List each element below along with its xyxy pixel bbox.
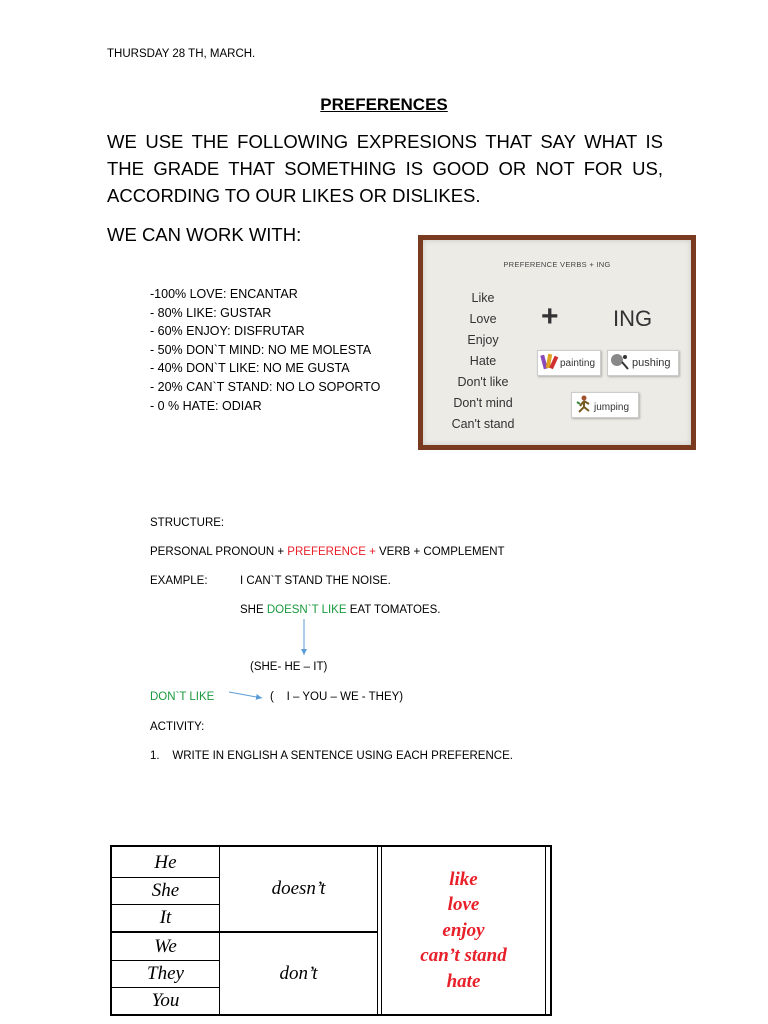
pronoun-cell: You	[151, 989, 180, 1011]
picture-verb: Like	[471, 291, 495, 305]
example-label: EXAMPLE:	[150, 575, 208, 587]
work-with-heading: WE CAN WORK WITH:	[107, 224, 302, 245]
pronoun-cell: They	[147, 962, 184, 984]
pronouns-plural: ( I – YOU – WE - THEY)	[270, 691, 404, 703]
preference-item: - 60% ENJOY: DISFRUTAR	[150, 324, 305, 339]
dont-like-label: DON`T LIKE	[150, 691, 215, 703]
right-arrow	[229, 692, 262, 698]
verbs-cell	[382, 847, 545, 1014]
preference-item: - 20% CAN`T STAND: NO LO SOPORTO	[150, 379, 381, 394]
activity-label: ACTIVITY:	[150, 721, 205, 733]
table-divider	[545, 847, 546, 1014]
aux-cell-doesnt: doesn’t	[271, 878, 326, 899]
verb-item: enjoy	[442, 919, 485, 941]
plus-sign: +	[541, 300, 559, 333]
verb-item: like	[449, 868, 478, 890]
page-title: PREFERENCES	[320, 95, 448, 114]
example-highlight: DOESN`T LIKE	[266, 604, 347, 616]
verb-item: hate	[446, 970, 481, 992]
card-label: pushing	[632, 357, 671, 369]
preference-item: - 50% DON`T MIND: NO ME MOLESTA	[150, 342, 372, 357]
table-divider	[377, 847, 378, 1014]
preference-item: - 0 % HATE: ODIAR	[150, 398, 262, 413]
pronoun-cell: She	[151, 879, 180, 901]
picture-verb: Don't mind	[453, 396, 513, 410]
card-label: painting	[560, 358, 596, 369]
picture-verb: Can't stand	[451, 417, 515, 431]
picture-verb: Enjoy	[467, 333, 499, 347]
intro-paragraph: WE USE THE FOLLOWING EXPRESIONS THAT SAY WHAT IS THE GRADE THAT SOMETHING IS GOOD OR NOT FOR US, ACCORDING TO OUR LIKES OR DISLIKES.	[107, 131, 663, 206]
activity-task: 1. WRITE IN ENGLISH A SENTENCE USING EACH PREFERENCE.	[150, 750, 513, 762]
preference-item: - 40% DON`T LIKE: NO ME GUSTA	[150, 361, 350, 376]
preference-item: -100% LOVE: ENCANTAR	[150, 287, 298, 301]
example-part: EAT TOMATOES.	[346, 604, 441, 616]
card-label: jumping	[594, 402, 630, 413]
preference-item: - 80% LIKE: GUSTAR	[150, 305, 272, 320]
picture-title: PREFERENCE VERBS + ING	[503, 260, 611, 269]
pronoun-cell: It	[159, 906, 172, 928]
ing-label: ING	[613, 306, 653, 331]
grammar-table	[110, 845, 552, 1016]
verb-item: can’t stand	[420, 945, 507, 967]
pronoun-cell: He	[154, 852, 177, 873]
aux-cell-dont: don’t	[279, 962, 318, 984]
pronoun-cell: We	[154, 935, 177, 957]
example-part: SHE	[240, 604, 267, 616]
verb-item: love	[447, 894, 480, 916]
picture-verb: Love	[469, 312, 497, 326]
example-sentence: I CAN`T STAND THE NOISE.	[240, 575, 391, 587]
pronouns-singular: (SHE- HE – IT)	[250, 661, 328, 673]
formula-part: PERSONAL PRONOUN +	[150, 546, 288, 558]
picture-verb: Hate	[469, 354, 497, 368]
date: THURSDAY 28 TH, MARCH.	[107, 48, 256, 60]
formula-part: VERB + COMPLEMENT	[379, 546, 505, 558]
picture-verb: Don't like	[457, 375, 509, 389]
formula-preference: PREFERENCE +	[287, 546, 379, 558]
structure-label: STRUCTURE:	[150, 517, 225, 529]
